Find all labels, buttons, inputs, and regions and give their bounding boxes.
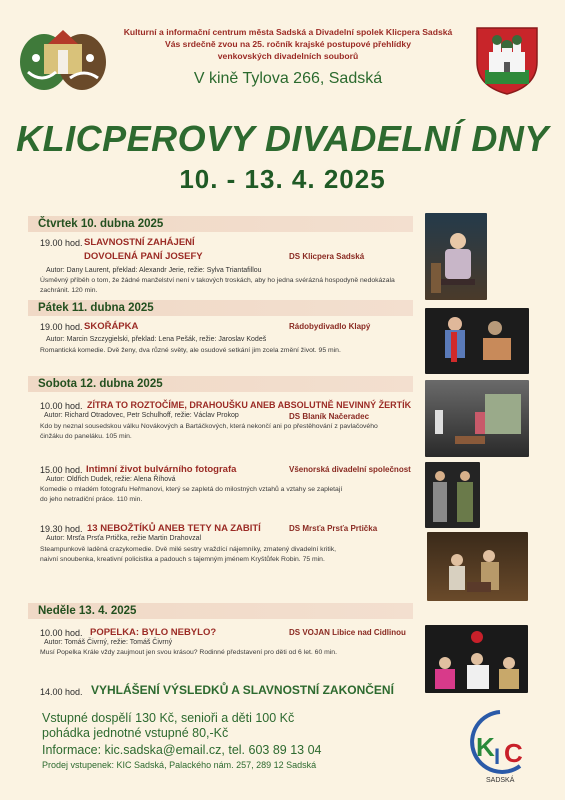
performance-photo <box>425 308 529 374</box>
performance-photo <box>425 462 480 528</box>
performance-photo <box>425 380 529 457</box>
event-title: SLAVNOSTNÍ ZAHÁJENÍ <box>84 237 195 248</box>
ticket-sale: Prodej vstupenek: KIC Sadská, Palackého nám. 257, 289 12 Sadská <box>42 760 317 770</box>
event-time: 15.00 hod. <box>40 465 83 475</box>
svg-text:K: K <box>476 732 495 762</box>
performance-photo <box>425 625 528 693</box>
event-author: Autor: Marcin Szczygielski, překlad: Lena Pešák, režie: Jaroslav Kodeš <box>46 336 267 343</box>
event-title: 13 NEBOŽTÍKŮ ANEB TETY NA ZABITÍ <box>87 523 261 534</box>
event-title: POPELKA: BYLO NEBYLO? <box>90 627 217 638</box>
event-description: Musí Popelka Krále vždy zaujmout jen svou krásou? Rodinné představení pro děti od 6 let. 60 min. <box>40 649 337 656</box>
event-title: VYHLÁŠENÍ VÝSLEDKŮ A SLAVNOSTNÍ ZAKONČENÍ <box>91 683 394 697</box>
event-title: SKOŘÁPKA <box>84 321 139 332</box>
day-heading-sunday: Neděle 13. 4. 2025 <box>28 603 413 619</box>
day-heading-thursday: Čtvrtek 10. dubna 2025 <box>28 216 413 232</box>
event-description: zachránit. 120 min. <box>40 287 98 294</box>
header-line-1: Kulturní a informační centrum města Sadská a Divadelní spolek Klicpera Sadská <box>123 27 453 37</box>
event-title: DOVOLENÁ PANÍ JOSEFY <box>84 251 203 262</box>
event-description: Steampunkově laděná crazykomedie. Dvě milé sestry vraždící nájemníky, zmatený divadelní kritik, <box>40 546 337 553</box>
sadska-coat-of-arms <box>473 24 541 96</box>
festival-dates: 10. - 13. 4. 2025 <box>179 164 386 194</box>
event-description: Komedie o mladém fotografu Heřmanovi, který se zapletá do milostných vztahů a vztahy se zapletají <box>40 486 343 493</box>
contact-info: Informace: kic.sadska@email.cz, tel. 603 89 13 04 <box>42 743 322 757</box>
fairy-tale-price: pohádka jednotné vstupné 80,-Kč <box>42 726 229 740</box>
event-time: 14.00 hod. <box>40 687 83 697</box>
kic-logo-caption: SADSKÁ <box>486 777 515 784</box>
event-author: Autor: Dany Laurent, překlad: Alexandr Jerie, režie: Sylva Triantafillou <box>46 267 262 274</box>
svg-text:C: C <box>504 738 523 768</box>
event-time: 19.00 hod. <box>40 238 83 248</box>
header-line-3: venkovských divadelních souborů <box>217 51 359 61</box>
event-troupe: DS Blaník Načeradec <box>289 412 370 421</box>
event-author: Autor: Tomáš Čivrný, režie: Tomáš Čivrný <box>44 639 173 646</box>
event-troupe: Všenorská divadelní společnost <box>289 465 411 474</box>
event-time: 10.00 hod. <box>40 628 83 638</box>
event-description: činžáku do paneláku. 105 min. <box>40 433 132 440</box>
event-troupe: DS Mrsťa Prsťa Prtička <box>289 524 378 533</box>
theatre-masks-logo <box>14 24 112 96</box>
performance-photo <box>425 213 487 300</box>
day-heading-saturday: Sobota 12. dubna 2025 <box>28 376 413 392</box>
venue: V kině Tylova 266, Sadská <box>193 70 383 87</box>
kic-logo <box>470 706 532 788</box>
event-troupe: DS Klicpera Sadská <box>289 252 365 261</box>
festival-title: KLICPEROVY DIVADELNÍ DNY <box>16 118 549 159</box>
event-author: Autor: Richard Otradovec, Petr Schulhoff, režie: Václav Prokop <box>44 412 239 419</box>
event-description: naivní snoubenka, kreativní policistka a padouch s tajemným jménem Kryštůfek Robin. 75 min. <box>40 556 325 563</box>
prices: Vstupné dospělí 130 Kč, senioři a děti 100 Kč <box>42 711 295 725</box>
header-line-2: Vás srdečně zvou na 25. ročník krajské postupové přehlídky <box>165 39 411 49</box>
event-time: 10.00 hod. <box>40 401 83 411</box>
event-description: do jeho netradiční práce. 110 min. <box>40 496 143 503</box>
event-author: Autor: Mrsťa Prsťa Prtička, režie Martin Drahovzal <box>46 535 202 542</box>
event-troupe: DS VOJAN Libice nad Cidlinou <box>289 628 406 637</box>
event-title: ZÍTRA TO ROZTOČÍME, DRAHOUŠKU ANEB ABSOLUTNĚ NEVINNÝ ŽERTÍK <box>87 400 412 410</box>
event-description: Romantická komedie. Dvě ženy, dva různé světy, ale osudové setkání jim zcela změní život. 95 min. <box>40 347 341 354</box>
performance-photo <box>427 532 528 601</box>
event-time: 19.30 hod. <box>40 524 83 534</box>
event-description: Úsměvný příběh o tom, že žádné manželství není v takových troskách, aby ho jedna svérázná hospodyně nedokázala <box>40 277 395 284</box>
event-author: Autor: Oldřich Dudek, režie: Alena Říhová <box>46 476 176 483</box>
event-troupe: Rádobydivadlo Klapý <box>289 322 371 331</box>
svg-text:I: I <box>494 744 501 769</box>
event-time: 19.00 hod. <box>40 322 83 332</box>
event-title: Intimní život bulvárního fotografa <box>86 464 237 475</box>
event-description: Kdo by neznal sousedskou válku Novákových a Bartáčkových, která nekončí ani po přestěhování z pavlačového <box>40 423 378 430</box>
day-heading-friday: Pátek 11. dubna 2025 <box>28 300 413 316</box>
